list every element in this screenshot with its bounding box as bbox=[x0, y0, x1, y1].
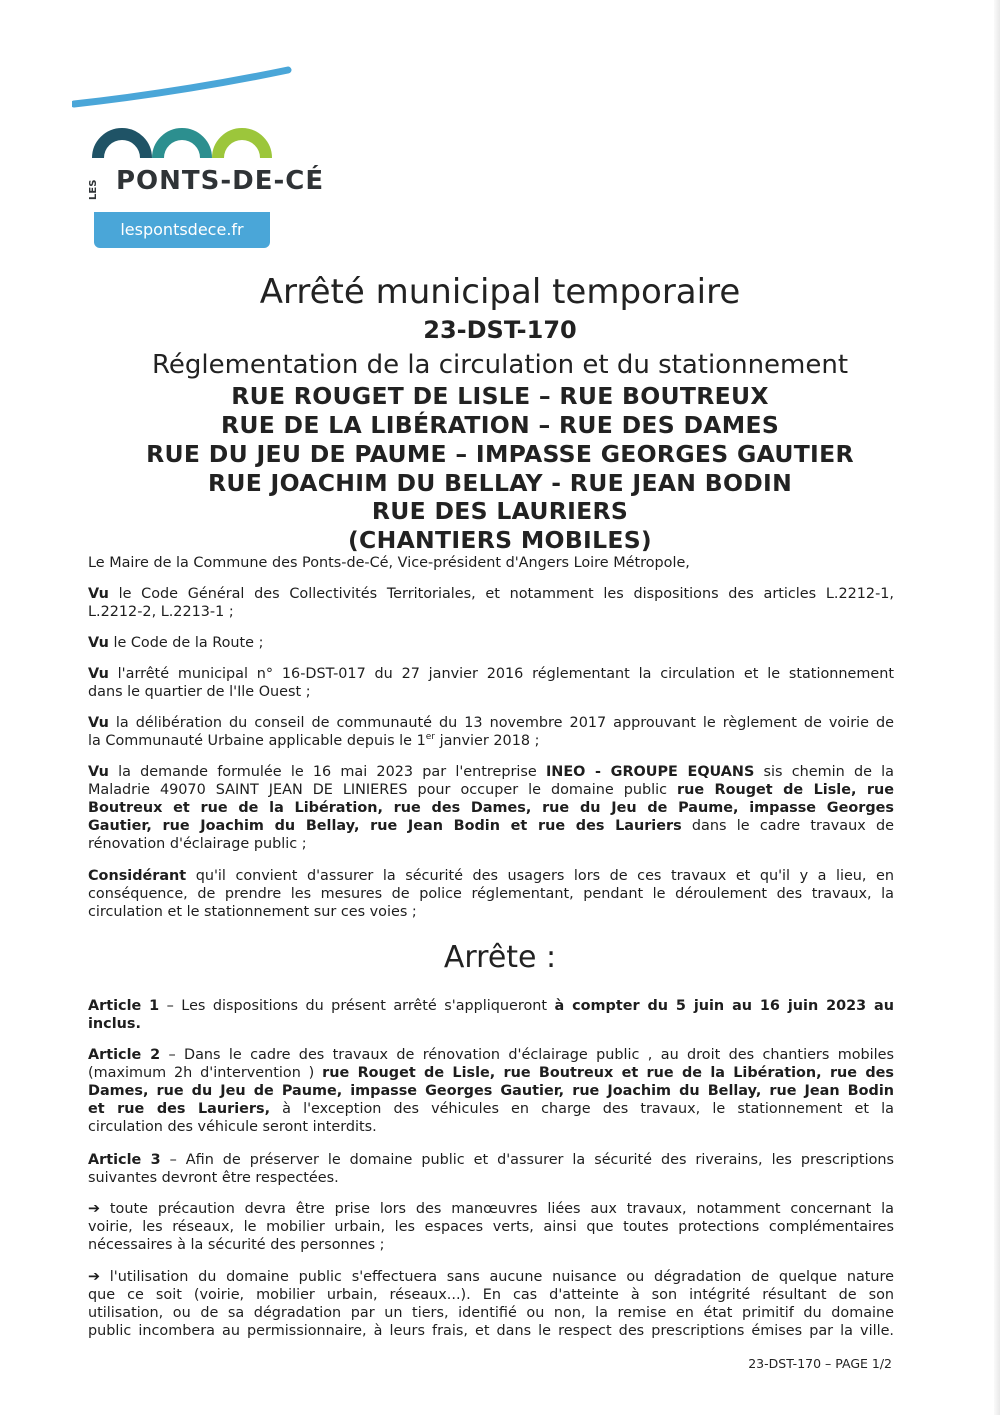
text-line bbox=[88, 1100, 894, 1118]
preamble-vu-deliberation bbox=[88, 714, 894, 750]
article-label: Article 2 bbox=[88, 1047, 161, 1063]
logo-les-text: LES bbox=[88, 179, 99, 200]
text-fragment: la demande formulée le 16 mai 2023 par l'entreprise bbox=[118, 764, 546, 780]
text-line: voirie, les réseaux, le mobilier urbain, les espaces verts, ainsi que toutes protections complémentaires bbox=[88, 1219, 894, 1235]
text-line bbox=[88, 1064, 894, 1082]
text-line: utilisation, ou de sa dégradation par un tiers, identifié ou non, la remise en état primitif du domaine bbox=[88, 1305, 894, 1321]
city-logo bbox=[72, 62, 325, 252]
text-line: circulation des véhicule seront interdits. bbox=[88, 1119, 377, 1135]
text-line bbox=[88, 732, 894, 750]
article-dates: à compter du 5 juin au 16 juin 2023 au bbox=[554, 998, 894, 1014]
page-footer: 23-DST-170 – PAGE 1/2 bbox=[748, 1356, 892, 1371]
text-fragment: qu'il convient d'assurer la sécurité des usagers lors de ces travaux et qu'il y a lieu, en bbox=[195, 868, 894, 884]
text-line: circulation et le stationnement sur ces voies ; bbox=[88, 904, 417, 920]
text-line bbox=[88, 665, 894, 683]
scan-edge bbox=[994, 0, 1000, 1415]
text-fragment: janvier 2018 ; bbox=[435, 733, 540, 749]
document-reference: 23-DST-170 bbox=[423, 316, 577, 344]
street-names: rue Rouget de Lisle, rue Boutreux et rue de la Libération, rue des bbox=[322, 1065, 894, 1081]
text-line bbox=[88, 1151, 894, 1169]
article-3 bbox=[88, 1151, 894, 1187]
preamble-vu-route bbox=[88, 634, 894, 652]
vu-label: Vu bbox=[88, 715, 109, 731]
text-fragment: – Dans le cadre des travaux de rénovation d'éclairage public , au droit des chantiers mobiles bbox=[160, 1047, 895, 1063]
document-title: Arrêté municipal temporaire bbox=[259, 272, 741, 312]
logo-wordmark: PONTS-DE-CÉ bbox=[116, 166, 325, 196]
text-line bbox=[88, 1015, 894, 1033]
street-line: RUE DU JEU DE PAUME – IMPASSE GEORGES GAUTIER bbox=[146, 440, 854, 468]
text-fragment: sis chemin de la bbox=[754, 764, 894, 780]
text-fragment: Maladrie 49070 SAINT JEAN DE LINIERES pour occuper le domaine public bbox=[88, 782, 677, 798]
text-fragment: le Code Général des Collectivités Territoriales, et notamment les dispositions des articles L.2212-1, bbox=[118, 586, 894, 602]
text-fragment: la délibération du conseil de communauté du 13 novembre 2017 approuvant le règlement de voirie de bbox=[115, 715, 895, 731]
preamble-vu-cgct bbox=[88, 585, 894, 621]
street-line: RUE DE LA LIBÉRATION – RUE DES DAMES bbox=[220, 411, 780, 439]
vu-label: Vu bbox=[88, 666, 109, 682]
street-names: et rue des Lauriers, bbox=[88, 1101, 271, 1117]
text-line bbox=[88, 867, 894, 885]
street-names: Boutreux et rue de la Libération, rue des Dames, rue du Jeu de Paume, impasse Georges bbox=[88, 800, 894, 816]
text-fragment: dans le cadre travaux de bbox=[681, 818, 894, 834]
text-line bbox=[88, 714, 894, 732]
arrete-heading: Arrête : bbox=[443, 940, 557, 975]
article-label: Article 1 bbox=[88, 998, 160, 1014]
text-line bbox=[88, 799, 894, 817]
article-2 bbox=[88, 1046, 894, 1136]
street-names: Gautier, rue Joachim du Bellay, rue Jean Bodin et rue des Lauriers bbox=[88, 818, 682, 834]
text-line: nécessaires à la sécurité des personnes ; bbox=[88, 1237, 385, 1253]
text-line: public incombera au permissionnaire, à leurs frais, et dans le respect des prescriptions émises par la ville. bbox=[88, 1323, 894, 1339]
article-1 bbox=[88, 997, 894, 1033]
article-label: Article 3 bbox=[88, 1152, 161, 1168]
vu-label: Vu bbox=[88, 635, 109, 651]
article-dates: inclus. bbox=[88, 1016, 141, 1032]
text-line: suivantes devront être respectées. bbox=[88, 1170, 339, 1186]
prescription-bullet bbox=[88, 1268, 894, 1340]
text-line: Le Maire de la Commune des Ponts-de-Cé, Vice-président d'Angers Loire Métropole, bbox=[88, 555, 690, 571]
vu-label: Vu bbox=[88, 764, 109, 780]
text-line: rénovation d'éclairage public ; bbox=[88, 836, 307, 852]
text-line bbox=[88, 781, 894, 799]
street-line: RUE ROUGET DE LISLE – RUE BOUTREUX bbox=[231, 382, 769, 410]
text-line: ➔ toute précaution devra être prise lors des manœuvres liées aux travaux, notamment concernant la bbox=[88, 1201, 894, 1217]
text-line bbox=[88, 1046, 894, 1064]
preamble-vu-arrete-2016 bbox=[88, 665, 894, 701]
street-names: rue Rouget de Lisle, rue bbox=[677, 782, 894, 798]
street-names: Dames, rue du Jeu de Paume, impasse Georges Gautier, rue Joachim du Bellay, rue Jean Bodin bbox=[88, 1083, 894, 1099]
text-line bbox=[88, 997, 894, 1015]
prescription-bullet bbox=[88, 1200, 894, 1254]
street-line: (CHANTIERS MOBILES) bbox=[348, 526, 652, 554]
text-fragment: à l'exception des véhicules en charge des travaux, le stationnement et la bbox=[270, 1101, 894, 1117]
text-line bbox=[88, 634, 894, 652]
text-line: ➔ l'utilisation du domaine public s'effectuera sans aucune nuisance ou dégradation de quelque nature bbox=[88, 1269, 894, 1285]
text-line: L.2212-2, L.2213-1 ; bbox=[88, 604, 234, 620]
text-line: dans le quartier de l'Ile Ouest ; bbox=[88, 684, 311, 700]
preamble-considerant bbox=[88, 867, 894, 921]
text-fragment: – Afin de préserver le domaine public et d'assurer la sécurité des riverains, les prescriptions bbox=[160, 1152, 895, 1168]
text-fragment: le Code de la Route ; bbox=[113, 635, 264, 651]
text-line: conséquence, de prendre les mesures de police réglementant, pendant le déroulement des travaux, la bbox=[88, 886, 894, 902]
text-fragment: l'arrêté municipal n° 16-DST-017 du 27 janvier 2016 réglementant la circulation et le stationnement bbox=[117, 666, 894, 682]
text-fragment: (maximum 2h d'intervention ) bbox=[88, 1065, 323, 1081]
considerant-label: Considérant bbox=[88, 868, 187, 884]
company-name: INEO - GROUPE EQUANS bbox=[545, 764, 755, 780]
text-line bbox=[88, 585, 894, 603]
preamble-vu-demande bbox=[88, 763, 894, 853]
logo-url-badge[interactable]: lespontsdece.fr bbox=[94, 212, 270, 248]
preamble-maire bbox=[88, 554, 894, 572]
text-line: que ce soit (voirie, mobilier urbain, réseaux...). En cas d'atteinte à son intégrité résultant de son bbox=[88, 1287, 894, 1303]
text-line bbox=[88, 763, 894, 781]
text-fragment: – Les dispositions du présent arrêté s'appliqueront bbox=[159, 998, 555, 1014]
street-line: RUE DES LAURIERS bbox=[371, 497, 629, 525]
text-fragment: la Communauté Urbaine applicable depuis le 1 bbox=[88, 733, 426, 749]
superscript: er bbox=[425, 732, 436, 743]
text-line bbox=[88, 817, 894, 835]
document-subject: Réglementation de la circulation et du stationnement bbox=[151, 350, 849, 380]
text-line bbox=[88, 1082, 894, 1100]
vu-label: Vu bbox=[88, 586, 109, 602]
street-line: RUE JOACHIM DU BELLAY - RUE JEAN BODIN bbox=[207, 469, 793, 497]
